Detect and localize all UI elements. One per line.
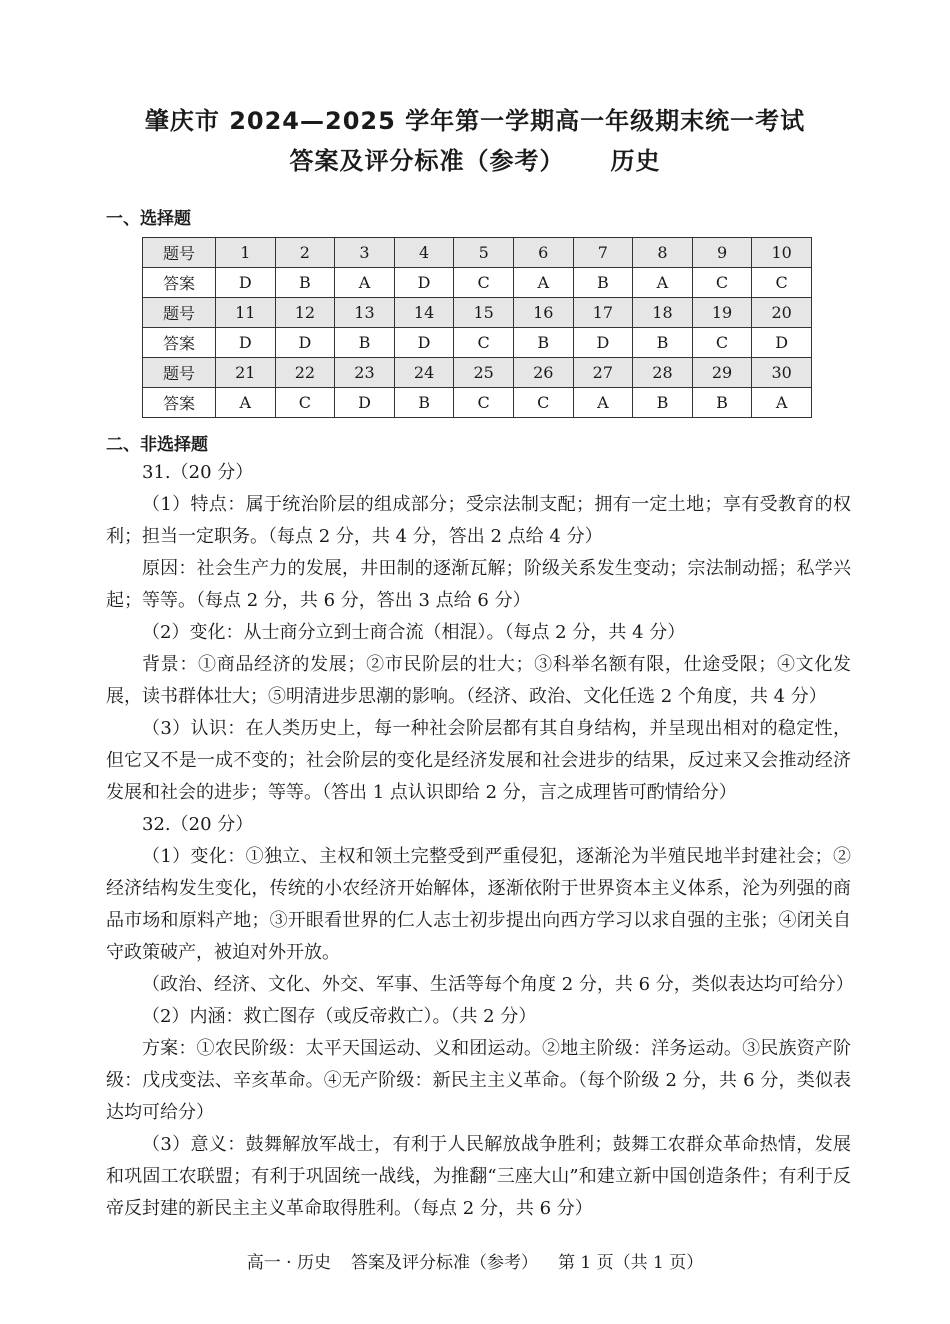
answer-cell: B bbox=[633, 328, 693, 358]
answer-cell: C bbox=[752, 268, 812, 298]
answer-paragraph: （1）特点：属于统治阶层的组成部分；受宗法制支配；拥有一定土地；享有受教育的权利；担当一定职务。（每点 2 分，共 4 分，答出 2 点给 4 分） bbox=[106, 494, 851, 547]
answer-cell: A bbox=[216, 388, 276, 418]
section-heading-choice: 一、选择题 bbox=[106, 209, 191, 229]
answer-cell: A bbox=[335, 268, 395, 298]
answer-cell: C bbox=[513, 388, 573, 418]
page-subtitle bbox=[0, 141, 950, 176]
question-number-cell: 22 bbox=[275, 358, 335, 388]
answer-cell: B bbox=[335, 328, 395, 358]
answer-paragraph: （3）意义：鼓舞解放军战士，有利于人民解放战争胜利；鼓舞工农群众革命热情，发展和巩固工农联盟；有利于巩固统一战线，为推翻“三座大山”和建立新中国创造条件；有利于反帝反封建的新民主主义革命取得胜利。（每点 2 分，共 6 分） bbox=[106, 1134, 851, 1219]
answer-cell: D bbox=[216, 268, 276, 298]
answer-paragraph: （1）变化：①独立、主权和领土完整受到严重侵犯，逐渐沦为半殖民地半封建社会；②经济结构发生变化，传统的小农经济开始解体，逐渐依附于世界资本主义体系，沦为列强的商品市场和原料产地；③开眼看世界的仁人志士初步提出向西方学习以求自强的主张；④闭关自守政策破产，被迫对外开放。 bbox=[106, 846, 851, 963]
answer-cell: B bbox=[394, 388, 454, 418]
answer-cell: C bbox=[692, 328, 752, 358]
answer-paragraph: 31.（20 分） bbox=[142, 462, 254, 483]
answer-row bbox=[143, 328, 812, 358]
answer-cell: D bbox=[275, 328, 335, 358]
answer-cell: D bbox=[335, 388, 395, 418]
question-number-cell: 4 bbox=[394, 238, 454, 268]
question-number-cell: 29 bbox=[692, 358, 752, 388]
answer-paragraph: （政治、经济、文化、外交、军事、生活等每个角度 2 分，共 6 分，类似表达均可给分） bbox=[142, 974, 854, 995]
answer-cell: B bbox=[573, 268, 633, 298]
question-number-cell: 23 bbox=[335, 358, 395, 388]
answer-cell: B bbox=[275, 268, 335, 298]
answer-cell: C bbox=[692, 268, 752, 298]
question-number-cell: 24 bbox=[394, 358, 454, 388]
question-number-cell: 12 bbox=[275, 298, 335, 328]
answer-cell: C bbox=[454, 268, 514, 298]
question-number-cell: 9 bbox=[692, 238, 752, 268]
answer-paragraph: 原因：社会生产力的发展，井田制的逐渐瓦解；阶级关系发生变动；宗法制动摇；私学兴起；等等。（每点 2 分，共 6 分，答出 3 点给 6 分） bbox=[106, 558, 851, 611]
question-number-cell: 25 bbox=[454, 358, 514, 388]
question-number-cell: 8 bbox=[633, 238, 693, 268]
answer-cell: B bbox=[633, 388, 693, 418]
question-number-cell: 28 bbox=[633, 358, 693, 388]
answer-cell: D bbox=[573, 328, 633, 358]
answer-body bbox=[106, 457, 854, 1225]
answer-cell: C bbox=[454, 388, 514, 418]
question-number-cell: 14 bbox=[394, 298, 454, 328]
row-label: 答案 bbox=[143, 268, 216, 298]
subject-label: 历史 bbox=[610, 147, 661, 175]
question-number-cell: 13 bbox=[335, 298, 395, 328]
answer-cell: A bbox=[633, 268, 693, 298]
footer-doc: 答案及评分标准（参考） bbox=[350, 1253, 538, 1273]
section-heading-nonchoice: 二、非选择题 bbox=[106, 435, 208, 455]
answer-paragraph: （2）内涵：救亡图存（或反帝救亡）。（共 2 分） bbox=[142, 1006, 537, 1027]
question-number-cell: 20 bbox=[752, 298, 812, 328]
row-label: 题号 bbox=[143, 358, 216, 388]
answer-row bbox=[143, 268, 812, 298]
question-number-cell: 21 bbox=[216, 358, 276, 388]
row-label: 答案 bbox=[143, 328, 216, 358]
answer-cell: D bbox=[394, 268, 454, 298]
question-number-cell: 11 bbox=[216, 298, 276, 328]
question-number-row bbox=[143, 298, 812, 328]
question-number-row bbox=[143, 358, 812, 388]
question-number-cell: 19 bbox=[692, 298, 752, 328]
subtitle-text: 答案及评分标准（参考） bbox=[289, 147, 565, 175]
question-number-cell: 15 bbox=[454, 298, 514, 328]
answer-cell: B bbox=[692, 388, 752, 418]
row-label: 题号 bbox=[143, 298, 216, 328]
footer-page: 第 1 页（共 1 页） bbox=[557, 1253, 704, 1273]
answer-cell: D bbox=[752, 328, 812, 358]
answer-paragraph: （2）变化：从士商分立到士商合流（相混）。（每点 2 分，共 4 分） bbox=[142, 622, 686, 643]
answer-cell: C bbox=[454, 328, 514, 358]
question-number-cell: 2 bbox=[275, 238, 335, 268]
question-number-cell: 30 bbox=[752, 358, 812, 388]
answer-cell: A bbox=[573, 388, 633, 418]
answer-paragraph: （3）认识：在人类历史上，每一种社会阶层都有其自身结构，并呈现出相对的稳定性，但它又不是一成不变的；社会阶层的变化是经济发展和社会进步的结果，反过来又会推动经济发展和社会的进步；等等。（答出 1 点认识即给 2 分，言之成理皆可酌情给分） bbox=[106, 718, 851, 803]
answer-row bbox=[143, 388, 812, 418]
question-number-cell: 1 bbox=[216, 238, 276, 268]
answer-paragraph: 32.（20 分） bbox=[142, 814, 254, 835]
answer-cell: D bbox=[394, 328, 454, 358]
question-number-cell: 7 bbox=[573, 238, 633, 268]
row-label: 答案 bbox=[143, 388, 216, 418]
page-footer bbox=[0, 1248, 950, 1273]
answer-cell: C bbox=[275, 388, 335, 418]
answer-table bbox=[142, 237, 812, 418]
question-number-cell: 27 bbox=[573, 358, 633, 388]
question-number-cell: 10 bbox=[752, 238, 812, 268]
answer-cell: A bbox=[752, 388, 812, 418]
answer-cell: D bbox=[216, 328, 276, 358]
row-label: 题号 bbox=[143, 238, 216, 268]
question-number-cell: 6 bbox=[513, 238, 573, 268]
question-number-cell: 3 bbox=[335, 238, 395, 268]
answer-cell: A bbox=[513, 268, 573, 298]
page-title: 肇庆市 2024—2025 学年第一学期高一年级期末统一考试 bbox=[144, 107, 806, 135]
question-number-cell: 16 bbox=[513, 298, 573, 328]
answer-cell: B bbox=[513, 328, 573, 358]
question-number-cell: 26 bbox=[513, 358, 573, 388]
answer-paragraph: 背景：①商品经济的发展；②市民阶层的壮大；③科举名额有限，仕途受限；④文化发展，读书群体壮大；⑤明清进步思潮的影响。（经济、政治、文化任选 2 个角度，共 4 分） bbox=[106, 654, 851, 707]
question-number-row bbox=[143, 238, 812, 268]
question-number-cell: 17 bbox=[573, 298, 633, 328]
question-number-cell: 18 bbox=[633, 298, 693, 328]
footer-subject: 高一 · 历史 bbox=[246, 1253, 331, 1273]
question-number-cell: 5 bbox=[454, 238, 514, 268]
answer-paragraph: 方案：①农民阶级：太平天国运动、义和团运动。②地主阶级：洋务运动。③民族资产阶级：戊戌变法、辛亥革命。④无产阶级：新民主主义革命。（每个阶级 2 分，共 6 分，类似表达均可给分） bbox=[106, 1038, 851, 1123]
